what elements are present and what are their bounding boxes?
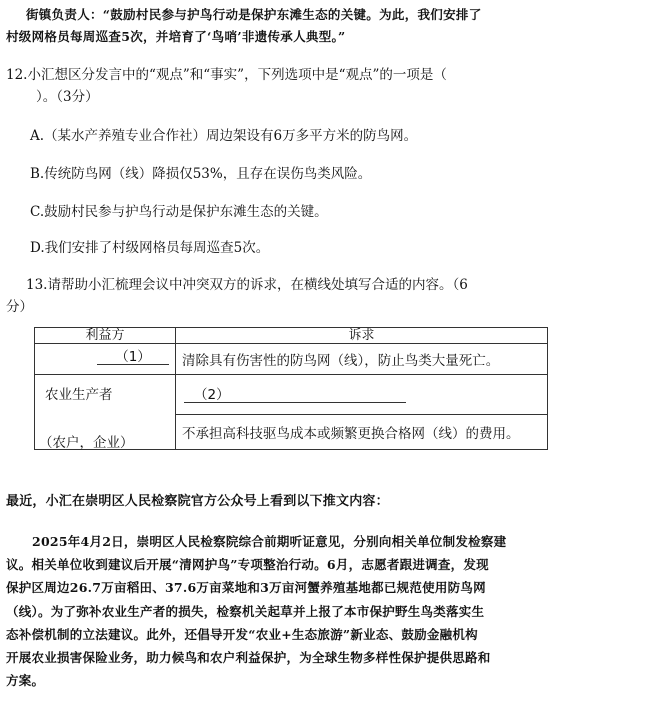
intro-line: 村级网格员每周巡查5次，并培育了‘鸟哨’非遗传承人典型。” bbox=[6, 29, 346, 44]
option-d: D.我们安排了村级网格员每周巡查5次。 bbox=[30, 240, 270, 256]
claim-cell-2 bbox=[176, 375, 548, 415]
header-party: 利益方 bbox=[35, 328, 176, 344]
news-line: 保护区周边26.7万亩稻田、37.6万亩菜地和3万亩河蟹养殖基地都已规范使用防鸟网 bbox=[6, 580, 486, 596]
news-line: 方案。 bbox=[6, 673, 45, 689]
party-cell-1 bbox=[35, 344, 176, 375]
question-12 bbox=[6, 64, 642, 108]
news-line: 开展农业损害保险业务，助力候鸟和农户利益保护，为全球生物多样性保护提供思路和 bbox=[6, 650, 491, 666]
intro-line: 街镇负责人：“鼓励村民参与护鸟行动是保护东滩生态的关键。为此，我们安排了 bbox=[26, 7, 482, 22]
question-13-stem: 13.请帮助小汇梳理会议中冲突双方的诉求，在横线处填写合适的内容。（6 bbox=[26, 277, 468, 293]
intro-paragraph bbox=[6, 4, 636, 48]
question-13 bbox=[6, 274, 642, 318]
claim-cell-3: 不承担高科技驱鸟成本或频繁更换合格网（线）的费用。 bbox=[176, 415, 548, 450]
news-line: 态补偿机制的立法建议。此外，还倡导开发“农业+生态旅游”新业态、鼓励金融机构 bbox=[6, 626, 478, 642]
question-12-stem-cont: ）。（3分） bbox=[36, 89, 99, 105]
party-farmer-sub: （农户，企业） bbox=[39, 435, 134, 451]
party-cell-2 bbox=[35, 375, 176, 450]
party-farmer-label: 农业生产者 bbox=[45, 387, 113, 403]
option-b: B.传统防鸟网（线）降损仅53%，且存在误伤鸟类风险。 bbox=[30, 166, 372, 182]
news-article bbox=[6, 530, 550, 692]
answer-blank-2[interactable]: （2） bbox=[184, 388, 406, 403]
claim-cell-1: 清除具有伤害性的防鸟网（线），防止鸟类大量死亡。 bbox=[176, 344, 548, 375]
claims-table bbox=[34, 327, 548, 450]
option-c: C.鼓励村民参与护鸟行动是保护东滩生态的关键。 bbox=[30, 204, 328, 220]
question-12-stem: 12.小汇想区分发言中的“观点”和“事实”，下列选项中是“观点”的一项是（ bbox=[6, 67, 447, 83]
news-heading: 最近，小汇在崇明区人民检察院官方公众号上看到以下推文内容： bbox=[6, 494, 389, 509]
news-line: 2025年4月2日，崇明区人民检察院综合前期听证意见，分别向相关单位制发检察建 bbox=[32, 534, 507, 549]
news-line: （线）。为了弥补农业生产者的损失，检察机关起草并上报了本市保护野生鸟类落实生 bbox=[6, 603, 485, 619]
answer-blank-1[interactable]: （1） bbox=[97, 350, 169, 365]
option-a: A.（某水产养殖专业合作社）周边架设有6万多平方米的防鸟网。 bbox=[30, 128, 418, 144]
news-line: 议。相关单位收到建议后开展“清网护鸟”专项整治行动。6月，志愿者跟进调查，发现 bbox=[6, 557, 489, 573]
question-13-stem-cont: 分） bbox=[6, 299, 33, 315]
header-claim: 诉求 bbox=[176, 328, 548, 344]
